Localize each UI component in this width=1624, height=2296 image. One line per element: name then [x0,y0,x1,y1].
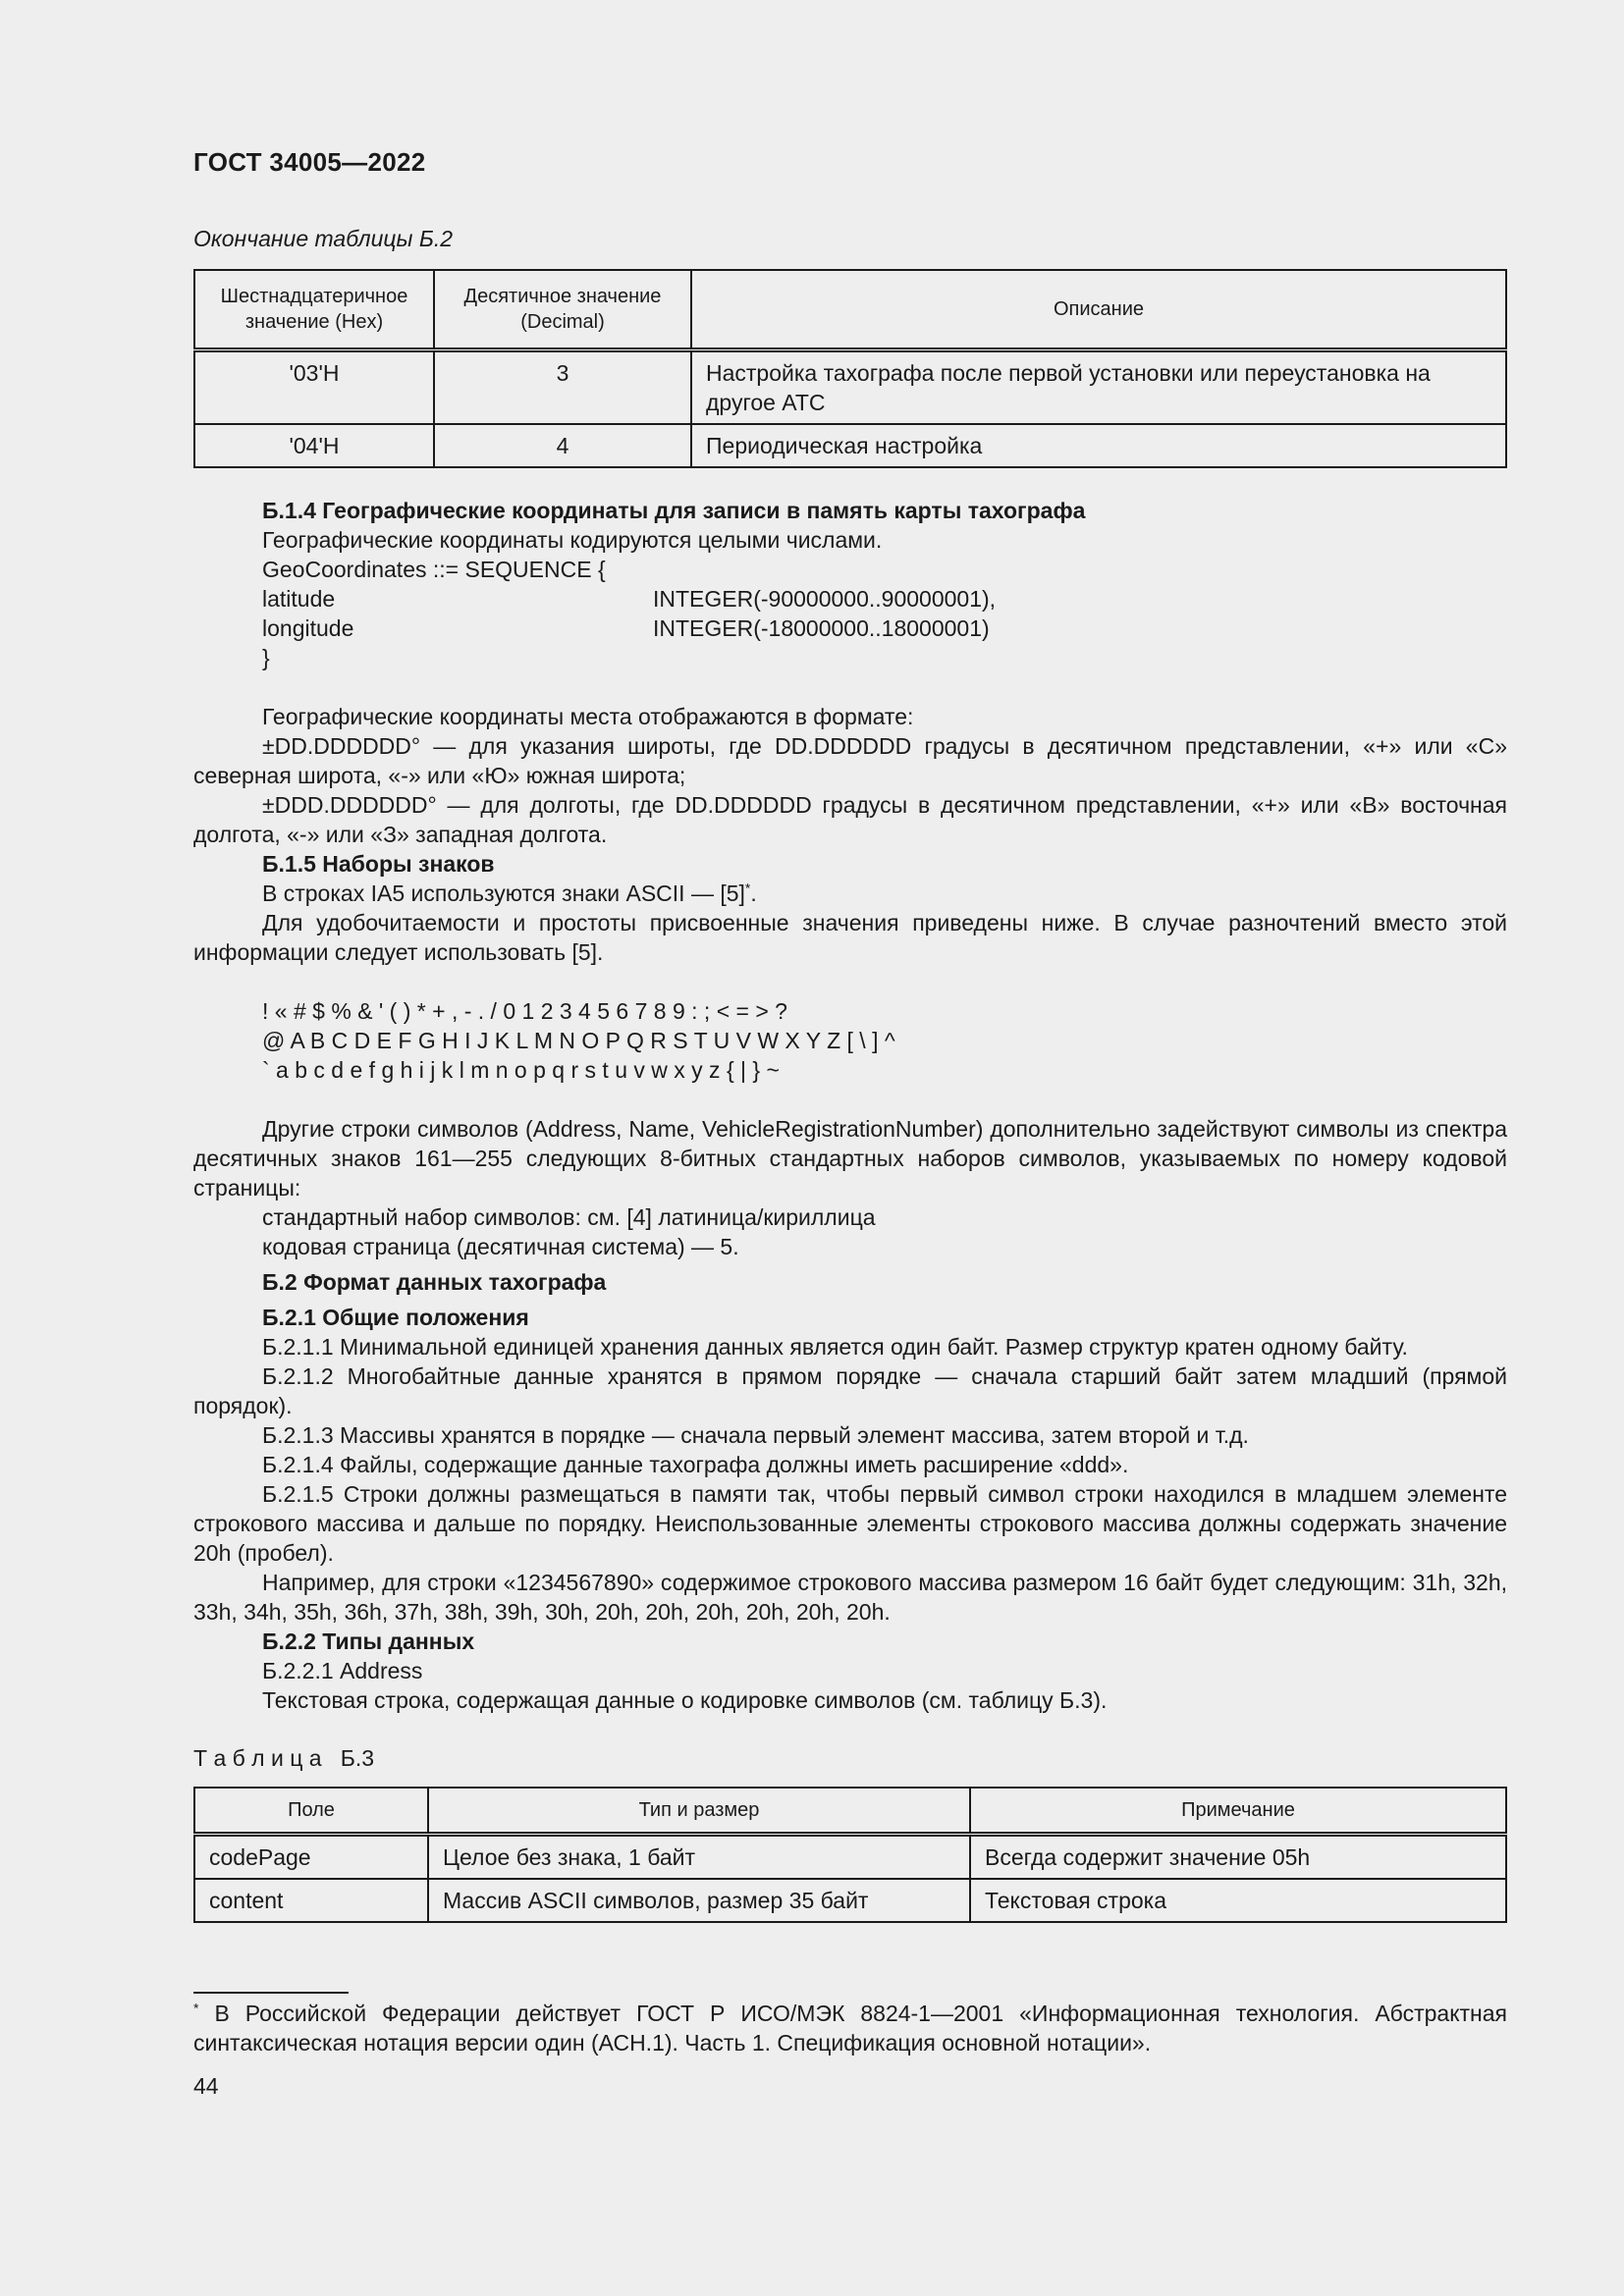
table-b2 [193,269,1507,468]
page-number: 44 [193,2073,219,2099]
footnote [193,1999,1507,2057]
footnote-text: В Российской Федерации действует ГОСТ Р ИСО/МЭК 8824-1—2001 «Информационная технология. Абстрактная синтаксическая нотация версии один (АСН.1). Часть 1. Спецификация основной нотации». [193,2001,1507,2056]
paragraph: Б.2.1.5 Строки должны размещаться в памяти так, чтобы первый символ строки находился в младшем элементе строкового массива и дальше по порядку. Неиспользованные элементы строкового массива должны содержать значение 20h (пробел). [193,1481,1507,1566]
section-heading: Б.2 Формат данных тахографа [262,1269,607,1295]
code-line: GeoCoordinates ::= SEQUENCE { [262,557,606,582]
table-b3-caption: Т а б л и ц а Б.3 [193,1745,375,1771]
charset-line: @ A B C D E F G H I J K L M N O P Q R S T U V W X Y Z [ \ ] ^ [262,1028,895,1053]
code-line: } [262,645,270,670]
column-header: Поле [194,1788,428,1835]
paragraph: Географические координаты кодируются целыми числами. [262,527,883,553]
table-cell: 4 [434,424,691,467]
paragraph: Для удобочитаемости и простоты присвоенные значения приведены ниже. В случае разночтений вместо этой информации следует использовать [5]. [193,910,1507,965]
table-cell: '04'H [194,424,434,467]
footnote-separator [193,1992,349,1994]
table-cell: '03'H [194,350,434,425]
table-cell: Целое без знака, 1 байт [428,1835,970,1880]
column-header: Описание [691,270,1506,350]
paragraph: Другие строки символов (Address, Name, VehicleRegistrationNumber) дополнительно задействуют символы из спектра десятичных знаков 161—255 следующих 8-битных стандартных наборов символов, указываемых по номеру кодовой страницы: [193,1116,1507,1201]
paragraph: Б.2.1.3 Массивы хранятся в порядке — сначала первый элемент массива, затем второй и т.д. [262,1422,1249,1448]
charset-line: ! « # $ % & ' ( ) * + , - . / 0 1 2 3 4 5 6 7 8 9 : ; < = > ? [262,998,787,1024]
paragraph: Б.2.1.4 Файлы, содержащие данные тахографа должны иметь расширение «ddd». [262,1452,1129,1477]
paragraph: кодовая страница (десятичная система) — 5. [262,1234,739,1259]
paragraph: Например, для строки «1234567890» содержимое строкового массива размером 16 байт будет следующим: 31h, 32h, 33h, 34h, 35h, 36h, 37h, 38h, 39h, 30h, 20h, 20h, 20h, 20h, 20h, 20h. [193,1570,1507,1625]
field-type: INTEGER(-90000000..90000001), [653,586,997,612]
table-row [194,350,1506,425]
paragraph: Б.2.1.2 Многобайтные данные хранятся в прямом порядке — сначала старший байт затем младший (прямой порядок). [193,1363,1507,1418]
table-b2-caption: Окончание таблицы Б.2 [193,226,454,251]
code-line [193,584,1507,614]
field-type: INTEGER(-18000000..18000001) [653,615,990,641]
field-name: longitude [262,615,354,641]
paragraph: Б.2.1.1 Минимальной единицей хранения данных является один байт. Размер структур кратен одному байту. [262,1334,1408,1360]
paragraph: В строках IA5 используются знаки ASCII — [5]*. [262,880,757,906]
table-cell: content [194,1879,428,1922]
table-b3 [193,1787,1507,1923]
table-row [194,424,1506,467]
section-heading: Б.1.4 Географические координаты для записи в память карты тахографа [262,498,1086,523]
table-cell: Текстовая строка [970,1879,1506,1922]
document-header: ГОСТ 34005—2022 [193,147,426,177]
field-name: latitude [262,586,336,612]
section-heading: Б.2.2 Типы данных [262,1629,475,1654]
table-cell: Периодическая настройка [691,424,1506,467]
column-header: Шестнадцатеричное значение (Hex) [194,270,434,350]
table-cell: Всегда содержит значение 05h [970,1835,1506,1880]
paragraph: ±DDD.DDDDDD° — для долготы, где DD.DDDDDD градусы в десятичном представлении, «+» или «В» восточная долгота, «-» или «З» западная долгота. [193,792,1507,847]
section-heading: Б.1.5 Наборы знаков [262,851,495,877]
paragraph: Б.2.2.1 Address [262,1658,423,1683]
table-cell: Массив ASCII символов, размер 35 байт [428,1879,970,1922]
column-header: Десятичное значение (Decimal) [434,270,691,350]
table-row [194,1835,1506,1880]
column-header: Тип и размер [428,1788,970,1835]
paragraph: Текстовая строка, содержащая данные о кодировке символов (см. таблицу Б.3). [262,1687,1108,1713]
column-header: Примечание [970,1788,1506,1835]
paragraph: ±DD.DDDDDD° — для указания широты, где DD.DDDDDD градусы в десятичном представлении, «+» или «С» северная широта, «-» или «Ю» южная широта; [193,733,1507,788]
paragraph: стандартный набор символов: см. [4] латиница/кириллица [262,1204,876,1230]
charset-line: ` a b c d e f g h i j k l m n o p q r s t u v w x y z { | } ~ [262,1057,780,1083]
section-heading: Б.2.1 Общие положения [262,1305,529,1330]
table-cell: Настройка тахографа после первой установки или переустановка на другое АТС [691,350,1506,425]
footnote-mark: * [193,2000,199,2016]
code-line [193,614,1507,643]
table-row [194,1879,1506,1922]
table-cell: codePage [194,1835,428,1880]
paragraph: Географические координаты места отображаются в формате: [262,704,914,729]
document-body [193,496,1507,1715]
table-cell: 3 [434,350,691,425]
footnote-mark: * [744,880,751,896]
